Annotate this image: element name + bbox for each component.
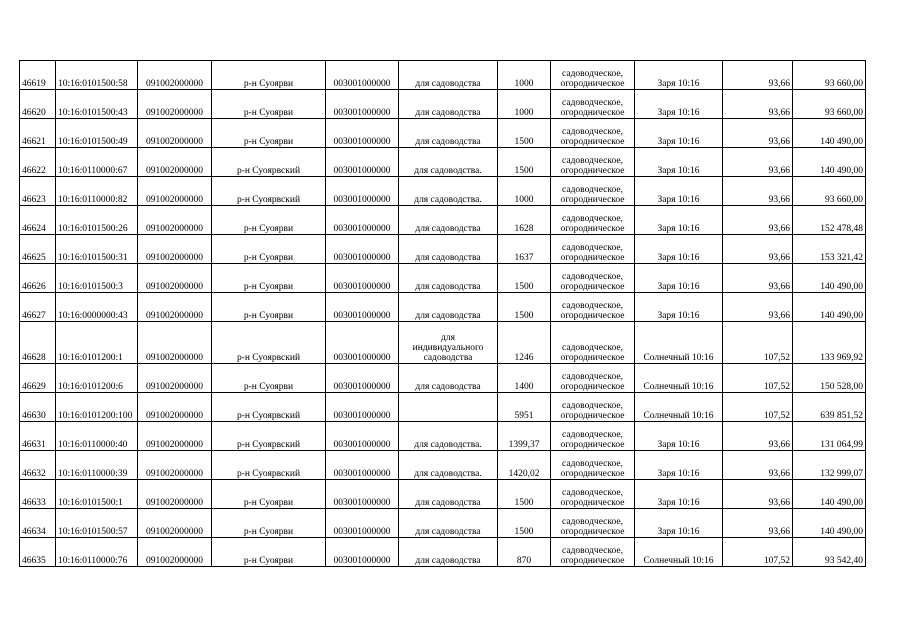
okato-code-cell: 091002000000 <box>138 235 212 264</box>
district-name-cell: р-н Суоярвский <box>212 422 326 451</box>
cadastral-rate-cell: 107,52 <box>723 364 793 393</box>
cadastral-number-cell: 10:16:0101500:57 <box>56 509 138 538</box>
permitted-use-cell <box>399 480 498 509</box>
land-use-type-line: огородническое <box>560 527 625 537</box>
row-number-cell: 46621 <box>20 119 56 148</box>
cadastral-cost-cell: 140 490,00 <box>793 293 866 322</box>
category-code-cell: 003001000000 <box>326 90 399 119</box>
cadastral-cost-cell: 639 851,52 <box>793 393 866 422</box>
category-code-cell: 003001000000 <box>326 293 399 322</box>
land-use-type-cell <box>551 480 635 509</box>
permitted-use-line: для садоводства. <box>414 195 482 205</box>
land-use-type-cell <box>551 364 635 393</box>
cadastral-rate-cell: 93,66 <box>723 422 793 451</box>
cadastral-rate-cell: 93,66 <box>723 451 793 480</box>
cadastral-cost-cell: 150 528,00 <box>793 364 866 393</box>
district-name-cell: р-н Суоярви <box>212 264 326 293</box>
table-row <box>20 148 866 177</box>
cadastral-rate-cell: 93,66 <box>723 509 793 538</box>
district-name-cell: р-н Суоярвский <box>212 148 326 177</box>
land-use-type-line: огородническое <box>560 108 625 118</box>
row-number-cell: 46624 <box>20 206 56 235</box>
district-name-cell: р-н Суоярви <box>212 206 326 235</box>
land-use-type-line: садоводческое, <box>562 401 623 411</box>
land-use-type-line: огородническое <box>560 253 625 263</box>
permitted-use-line: для садоводства <box>415 498 481 508</box>
permitted-use-cell <box>399 293 498 322</box>
land-use-type-cell <box>551 177 635 206</box>
land-use-type-line: садоводческое, <box>562 69 623 79</box>
table-row <box>20 509 866 538</box>
category-code-cell: 003001000000 <box>326 422 399 451</box>
cadastral-number-cell: 10:16:0101200:100 <box>56 393 138 422</box>
district-name-cell: р-н Суоярвский <box>212 451 326 480</box>
permitted-use-line: для садоводства <box>415 224 481 234</box>
permitted-use-line: для садоводства <box>415 311 481 321</box>
cadastral-cost-cell: 140 490,00 <box>793 509 866 538</box>
cadastral-number-cell: 10:16:0101500:1 <box>56 480 138 509</box>
permitted-use-cell <box>399 393 498 422</box>
land-use-type-line: садоводческое, <box>562 459 623 469</box>
cadastral-cost-cell: 93 660,00 <box>793 61 866 90</box>
land-use-type-cell <box>551 90 635 119</box>
cadastral-number-cell: 10:16:0101500:3 <box>56 264 138 293</box>
settlement-name-cell: Заря 10:16 <box>635 148 723 177</box>
cadastral-cost-cell: 131 064,99 <box>793 422 866 451</box>
land-use-type-line: садоводческое, <box>562 272 623 282</box>
category-code-cell: 003001000000 <box>326 61 399 90</box>
permitted-use-line: для садоводства <box>415 527 481 537</box>
category-code-cell: 003001000000 <box>326 393 399 422</box>
area-value-cell: 870 <box>498 538 551 567</box>
okato-code-cell: 091002000000 <box>138 264 212 293</box>
district-name-cell: р-н Суоярви <box>212 235 326 264</box>
row-number-cell: 46623 <box>20 177 56 206</box>
permitted-use-cell <box>399 206 498 235</box>
cadastral-number-cell: 10:16:0101200:1 <box>56 322 138 364</box>
settlement-name-cell: Солнечный 10:16 <box>635 393 723 422</box>
okato-code-cell: 091002000000 <box>138 509 212 538</box>
settlement-name-cell: Заря 10:16 <box>635 422 723 451</box>
cadastral-number-cell: 10:16:0101500:26 <box>56 206 138 235</box>
district-name-cell: р-н Суоярвский <box>212 322 326 364</box>
table-row <box>20 451 866 480</box>
permitted-use-cell <box>399 119 498 148</box>
permitted-use-line: индивидуального <box>412 343 484 353</box>
permitted-use-line: для садоводства. <box>414 166 482 176</box>
category-code-cell: 003001000000 <box>326 148 399 177</box>
permitted-use-line: для садоводства <box>415 382 481 392</box>
cadastral-rate-cell: 93,66 <box>723 293 793 322</box>
permitted-use-line: для садоводства <box>415 556 481 566</box>
table-row <box>20 293 866 322</box>
table-row <box>20 393 866 422</box>
row-number-cell: 46631 <box>20 422 56 451</box>
land-use-type-line: садоводческое, <box>562 98 623 108</box>
land-use-type-line: огородническое <box>560 282 625 292</box>
district-name-cell: р-н Суоярви <box>212 364 326 393</box>
land-use-type-cell <box>551 393 635 422</box>
district-name-cell: р-н Суоярви <box>212 480 326 509</box>
area-value-cell: 1000 <box>498 90 551 119</box>
cadastral-number-cell: 10:16:0110000:39 <box>56 451 138 480</box>
row-number-cell: 46627 <box>20 293 56 322</box>
settlement-name-cell: Заря 10:16 <box>635 509 723 538</box>
okato-code-cell: 091002000000 <box>138 206 212 235</box>
cadastral-cost-cell: 140 490,00 <box>793 148 866 177</box>
permitted-use-line: для садоводства <box>415 137 481 147</box>
permitted-use-cell <box>399 538 498 567</box>
cadastral-cost-cell: 153 321,42 <box>793 235 866 264</box>
land-use-type-line: огородническое <box>560 166 625 176</box>
permitted-use-line: для садоводства <box>415 108 481 118</box>
cadastral-number-cell: 10:16:0101500:49 <box>56 119 138 148</box>
settlement-name-cell: Заря 10:16 <box>635 177 723 206</box>
cadastral-rate-cell: 93,66 <box>723 264 793 293</box>
settlement-name-cell: Заря 10:16 <box>635 264 723 293</box>
land-use-type-line: садоводческое, <box>562 301 623 311</box>
land-use-type-line: садоводческое, <box>562 214 623 224</box>
cadastral-rate-cell: 107,52 <box>723 322 793 364</box>
cadastral-cost-cell: 93 660,00 <box>793 177 866 206</box>
area-value-cell: 1500 <box>498 293 551 322</box>
table-row <box>20 480 866 509</box>
land-use-type-cell <box>551 422 635 451</box>
land-use-type-cell <box>551 61 635 90</box>
permitted-use-cell <box>399 61 498 90</box>
land-use-type-cell <box>551 293 635 322</box>
land-use-type-cell <box>551 206 635 235</box>
table-row <box>20 322 866 364</box>
permitted-use-cell <box>399 509 498 538</box>
district-name-cell: р-н Суоярвский <box>212 177 326 206</box>
permitted-use-line: для садоводства <box>415 253 481 263</box>
category-code-cell: 003001000000 <box>326 264 399 293</box>
settlement-name-cell: Заря 10:16 <box>635 119 723 148</box>
permitted-use-cell <box>399 451 498 480</box>
okato-code-cell: 091002000000 <box>138 538 212 567</box>
okato-code-cell: 091002000000 <box>138 451 212 480</box>
okato-code-cell: 091002000000 <box>138 364 212 393</box>
settlement-name-cell: Солнечный 10:16 <box>635 322 723 364</box>
category-code-cell: 003001000000 <box>326 235 399 264</box>
cadastral-rate-cell: 93,66 <box>723 177 793 206</box>
row-number-cell: 46633 <box>20 480 56 509</box>
area-value-cell: 1000 <box>498 177 551 206</box>
permitted-use-line: для садоводства <box>415 79 481 89</box>
land-use-type-line: садоводческое, <box>562 430 623 440</box>
land-use-type-line: огородническое <box>560 224 625 234</box>
category-code-cell: 003001000000 <box>326 206 399 235</box>
permitted-use-cell <box>399 90 498 119</box>
area-value-cell: 1420,02 <box>498 451 551 480</box>
cadastral-cost-cell: 140 490,00 <box>793 119 866 148</box>
permitted-use-cell <box>399 322 498 364</box>
row-number-cell: 46619 <box>20 61 56 90</box>
land-use-type-line: огородническое <box>560 137 625 147</box>
settlement-name-cell: Заря 10:16 <box>635 480 723 509</box>
district-name-cell: р-н Суоярви <box>212 90 326 119</box>
cadastral-number-cell: 10:16:0000000:43 <box>56 293 138 322</box>
land-use-type-cell <box>551 509 635 538</box>
okato-code-cell: 091002000000 <box>138 393 212 422</box>
settlement-name-cell: Солнечный 10:16 <box>635 538 723 567</box>
land-use-type-line: огородническое <box>560 382 625 392</box>
land-use-type-cell <box>551 148 635 177</box>
settlement-name-cell: Заря 10:16 <box>635 235 723 264</box>
category-code-cell: 003001000000 <box>326 451 399 480</box>
land-use-type-line: садоводческое, <box>562 243 623 253</box>
permitted-use-cell <box>399 148 498 177</box>
category-code-cell: 003001000000 <box>326 480 399 509</box>
cadastral-rate-cell: 93,66 <box>723 119 793 148</box>
cadastral-cost-cell: 132 999,07 <box>793 451 866 480</box>
okato-code-cell: 091002000000 <box>138 148 212 177</box>
area-value-cell: 1628 <box>498 206 551 235</box>
land-use-type-line: садоводческое, <box>562 546 623 556</box>
land-use-type-line: садоводческое, <box>562 372 623 382</box>
area-value-cell: 1500 <box>498 480 551 509</box>
land-use-type-line: огородническое <box>560 195 625 205</box>
land-use-type-cell <box>551 264 635 293</box>
table-row <box>20 364 866 393</box>
okato-code-cell: 091002000000 <box>138 177 212 206</box>
land-use-type-line: огородническое <box>560 79 625 89</box>
settlement-name-cell: Заря 10:16 <box>635 61 723 90</box>
cadastral-number-cell: 10:16:0110000:82 <box>56 177 138 206</box>
cadastral-number-cell: 10:16:0101200:6 <box>56 364 138 393</box>
settlement-name-cell: Заря 10:16 <box>635 451 723 480</box>
land-use-type-line: огородническое <box>560 311 625 321</box>
category-code-cell: 003001000000 <box>326 119 399 148</box>
settlement-name-cell: Заря 10:16 <box>635 293 723 322</box>
cadastral-cost-cell: 152 478,48 <box>793 206 866 235</box>
district-name-cell: р-н Суоярви <box>212 538 326 567</box>
cadastral-number-cell: 10:16:0110000:76 <box>56 538 138 567</box>
okato-code-cell: 091002000000 <box>138 61 212 90</box>
cadastral-number-cell: 10:16:0110000:67 <box>56 148 138 177</box>
land-use-type-line: садоводческое, <box>562 127 623 137</box>
cadastral-rate-cell: 93,66 <box>723 206 793 235</box>
area-value-cell: 1399,37 <box>498 422 551 451</box>
table-row <box>20 206 866 235</box>
district-name-cell: р-н Суоярви <box>212 509 326 538</box>
area-value-cell: 1500 <box>498 264 551 293</box>
table-row <box>20 177 866 206</box>
land-use-type-line: огородническое <box>560 411 625 421</box>
row-number-cell: 46629 <box>20 364 56 393</box>
row-number-cell: 46622 <box>20 148 56 177</box>
permitted-use-line: для садоводства. <box>414 440 482 450</box>
district-name-cell: р-н Суоярви <box>212 293 326 322</box>
area-value-cell: 5951 <box>498 393 551 422</box>
cadastral-rate-cell: 93,66 <box>723 235 793 264</box>
category-code-cell: 003001000000 <box>326 177 399 206</box>
cadastral-cost-cell: 140 490,00 <box>793 264 866 293</box>
land-use-type-cell <box>551 119 635 148</box>
district-name-cell: р-н Суоярвский <box>212 393 326 422</box>
land-use-type-cell <box>551 235 635 264</box>
cadastral-number-cell: 10:16:0110000:40 <box>56 422 138 451</box>
table-row <box>20 422 866 451</box>
area-value-cell: 1637 <box>498 235 551 264</box>
cadastral-cost-cell: 93 660,00 <box>793 90 866 119</box>
okato-code-cell: 091002000000 <box>138 119 212 148</box>
land-use-type-line: огородническое <box>560 440 625 450</box>
row-number-cell: 46632 <box>20 451 56 480</box>
area-value-cell: 1500 <box>498 119 551 148</box>
row-number-cell: 46620 <box>20 90 56 119</box>
cadastral-rate-cell: 93,66 <box>723 61 793 90</box>
cadastral-rate-cell: 107,52 <box>723 538 793 567</box>
category-code-cell: 003001000000 <box>326 364 399 393</box>
okato-code-cell: 091002000000 <box>138 322 212 364</box>
area-value-cell: 1500 <box>498 148 551 177</box>
okato-code-cell: 091002000000 <box>138 90 212 119</box>
land-use-type-line: огородническое <box>560 556 625 566</box>
settlement-name-cell: Солнечный 10:16 <box>635 364 723 393</box>
land-use-type-cell <box>551 322 635 364</box>
table-row <box>20 90 866 119</box>
area-value-cell: 1500 <box>498 509 551 538</box>
row-number-cell: 46635 <box>20 538 56 567</box>
cadastral-rate-cell: 93,66 <box>723 480 793 509</box>
row-number-cell: 46626 <box>20 264 56 293</box>
table-row <box>20 264 866 293</box>
district-name-cell: р-н Суоярви <box>212 119 326 148</box>
permitted-use-line: садоводства <box>423 353 473 363</box>
land-use-type-line: огородническое <box>560 353 625 363</box>
land-use-type-line: садоводческое, <box>562 185 623 195</box>
area-value-cell: 1246 <box>498 322 551 364</box>
okato-code-cell: 091002000000 <box>138 422 212 451</box>
cadastral-cost-cell: 133 969,92 <box>793 322 866 364</box>
permitted-use-cell <box>399 264 498 293</box>
cadastral-cost-cell: 93 542,40 <box>793 538 866 567</box>
land-use-type-line: огородническое <box>560 498 625 508</box>
permitted-use-line: для садоводства. <box>414 469 482 479</box>
cadastral-number-cell: 10:16:0101500:31 <box>56 235 138 264</box>
table-row <box>20 538 866 567</box>
cadastral-number-cell: 10:16:0101500:43 <box>56 90 138 119</box>
cadastral-rate-cell: 93,66 <box>723 90 793 119</box>
row-number-cell: 46625 <box>20 235 56 264</box>
land-registry-table <box>19 60 866 567</box>
land-use-type-line: садоводческое, <box>562 343 623 353</box>
area-value-cell: 1000 <box>498 61 551 90</box>
category-code-cell: 003001000000 <box>326 322 399 364</box>
table-body <box>20 61 866 567</box>
cadastral-rate-cell: 107,52 <box>723 393 793 422</box>
district-name-cell: р-н Суоярви <box>212 61 326 90</box>
permitted-use-cell <box>399 364 498 393</box>
row-number-cell: 46634 <box>20 509 56 538</box>
row-number-cell: 46628 <box>20 322 56 364</box>
okato-code-cell: 091002000000 <box>138 480 212 509</box>
land-use-type-cell <box>551 451 635 480</box>
okato-code-cell: 091002000000 <box>138 293 212 322</box>
settlement-name-cell: Заря 10:16 <box>635 90 723 119</box>
permitted-use-cell <box>399 177 498 206</box>
land-use-type-cell <box>551 538 635 567</box>
land-use-type-line: огородническое <box>560 469 625 479</box>
category-code-cell: 003001000000 <box>326 538 399 567</box>
cadastral-cost-cell: 140 490,00 <box>793 480 866 509</box>
area-value-cell: 1400 <box>498 364 551 393</box>
permitted-use-line: для садоводства <box>415 282 481 292</box>
land-use-type-line: садоводческое, <box>562 517 623 527</box>
settlement-name-cell: Заря 10:16 <box>635 206 723 235</box>
land-use-type-line: садоводческое, <box>562 488 623 498</box>
cadastral-number-cell: 10:16:0101500:58 <box>56 61 138 90</box>
table-row <box>20 235 866 264</box>
permitted-use-cell <box>399 235 498 264</box>
land-use-type-line: садоводческое, <box>562 156 623 166</box>
table-row <box>20 119 866 148</box>
permitted-use-cell <box>399 422 498 451</box>
cadastral-rate-cell: 93,66 <box>723 148 793 177</box>
table-row <box>20 61 866 90</box>
category-code-cell: 003001000000 <box>326 509 399 538</box>
row-number-cell: 46630 <box>20 393 56 422</box>
permitted-use-line: для <box>441 333 455 343</box>
